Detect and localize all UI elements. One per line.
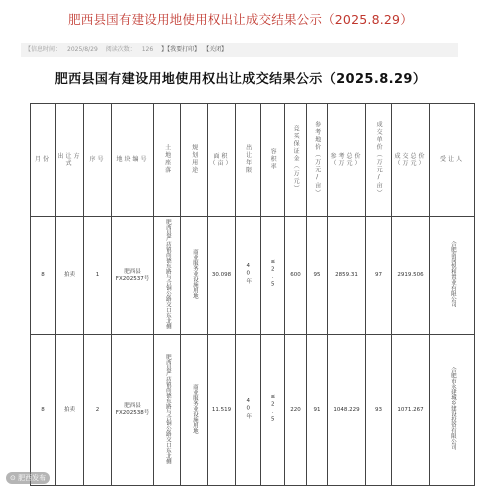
cell-month: 8 bbox=[31, 335, 56, 486]
document-heading: 肥西县国有建设用地使用权出让成交结果公示（2025.8.29） bbox=[54, 72, 427, 87]
cell-method: 拍卖 bbox=[56, 217, 84, 335]
cell-area: 11.519 bbox=[208, 335, 236, 486]
cell-purpose: 商业服务业设施用地 bbox=[181, 335, 208, 486]
header-seq: 序号 bbox=[84, 104, 112, 217]
header-purpose: 规划用途 bbox=[181, 104, 208, 217]
header-area: 面积（亩） bbox=[208, 104, 236, 217]
header-far: 容积率 bbox=[261, 104, 285, 217]
cell-purpose: 商业服务业设施用地 bbox=[181, 217, 208, 335]
cell-deal-total-price: 2919.506 bbox=[392, 217, 430, 335]
cell-far: ≤2.5 bbox=[261, 217, 285, 335]
cell-method: 拍卖 bbox=[56, 335, 84, 486]
header-ref-unit-price: 参考地价（万元/亩） bbox=[307, 104, 328, 217]
cell-month: 8 bbox=[31, 217, 56, 335]
table-row bbox=[31, 335, 475, 486]
header-deposit: 竞买保证金（万元） bbox=[285, 104, 307, 217]
cell-transferee: 合肥南岗悦和置业有限公司 bbox=[430, 217, 475, 335]
header-deal-total-price: 成交总价（万元） bbox=[392, 104, 430, 217]
header-month: 月份 bbox=[31, 104, 56, 217]
header-row bbox=[31, 104, 475, 217]
header-deal-unit-price: 成交单价（万元/亩） bbox=[366, 104, 392, 217]
print-link[interactable]: 】【我要打印】 bbox=[161, 46, 201, 53]
cell-far: ≤2.5 bbox=[261, 335, 285, 486]
header-method: 出让方式 bbox=[56, 104, 84, 217]
cell-area: 30.098 bbox=[208, 217, 236, 335]
cell-ref-total-price: 1048.229 bbox=[328, 335, 366, 486]
cell-deposit: 220 bbox=[285, 335, 307, 486]
cell-location: 肥西县严店镇尚德东路与合铜公路交口东北侧 bbox=[154, 217, 181, 335]
header-location: 土地座落 bbox=[154, 104, 181, 217]
cell-deal-total-price: 1071.267 bbox=[392, 335, 430, 486]
cell-term: 40年 bbox=[236, 335, 261, 486]
page-title: 肥西县国有建设用地使用权出让成交结果公示（2025.8.29） bbox=[68, 12, 413, 27]
table-row bbox=[31, 217, 475, 335]
meta-bar bbox=[21, 43, 458, 57]
cell-parcel-no: 肥西县FX202538号 bbox=[112, 335, 154, 486]
cell-ref-unit-price: 95 bbox=[307, 217, 328, 335]
header-transferee: 受让人 bbox=[430, 104, 475, 217]
publish-label: 【信息时间： bbox=[25, 46, 62, 53]
publish-date: 2025/8/29 bbox=[67, 46, 98, 53]
header-ref-total-price: 参考总价（万元） bbox=[328, 104, 366, 217]
cell-deposit: 600 bbox=[285, 217, 307, 335]
header-term: 出让年限 bbox=[236, 104, 261, 217]
views-count: 126 bbox=[141, 46, 154, 53]
cell-location: 肥西县严店镇尚德东路与合铜公路交口东北侧 bbox=[154, 335, 181, 486]
cell-ref-unit-price: 91 bbox=[307, 335, 328, 486]
results-table bbox=[30, 103, 475, 486]
views-label: 阅读次数： bbox=[105, 46, 136, 53]
cell-transferee: 合肥市永建城乡建设投资有限公司 bbox=[430, 335, 475, 486]
cell-deal-unit-price: 97 bbox=[366, 217, 392, 335]
cell-ref-total-price: 2859.31 bbox=[328, 217, 366, 335]
watermark: ⊙ 肥西发布 bbox=[6, 472, 50, 484]
header-parcel-no: 地块编号 bbox=[112, 104, 154, 217]
cell-parcel-no: 肥西县FX202537号 bbox=[112, 217, 154, 335]
cell-term: 40年 bbox=[236, 217, 261, 335]
close-link[interactable]: 【关闭】 bbox=[206, 46, 228, 53]
cell-seq: 1 bbox=[84, 217, 112, 335]
cell-deal-unit-price: 93 bbox=[366, 335, 392, 486]
cell-seq: 2 bbox=[84, 335, 112, 486]
